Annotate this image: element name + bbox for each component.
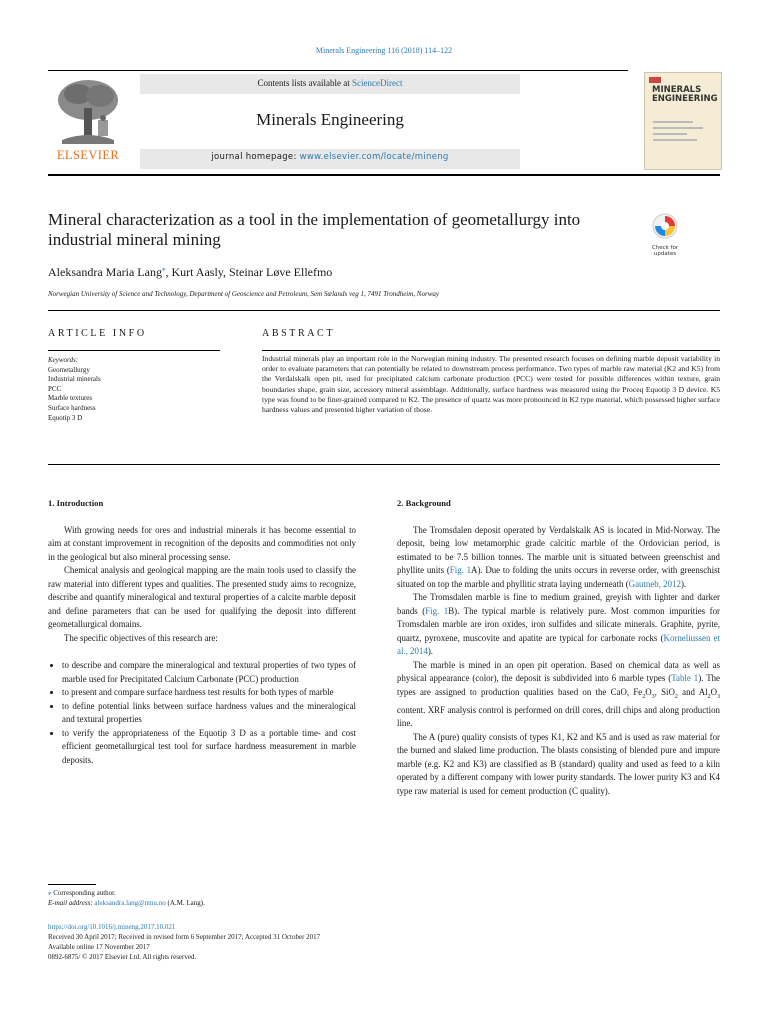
subscript: 3 xyxy=(651,693,655,700)
rule-under-info-heading xyxy=(48,350,220,351)
subscript: 2 xyxy=(674,693,678,700)
header-rule-top xyxy=(48,70,628,71)
paragraph: The A (pure) quality consists of types K1, K2 and K5 and is used as raw material for the burned and slaked lime production. The blasts consisting of blended pure and impure marble (e.g. K2 and K3) are classified as B (standard) quality and used as feed to a kiln operated by a different company with lower purity standards. The lower purity K3 and K4 type raw material is used for cement production (C quality). xyxy=(397,731,720,796)
text-run: Corresponding author. xyxy=(51,889,116,897)
paragraph xyxy=(397,524,720,592)
homepage-line xyxy=(140,152,520,162)
contents-line xyxy=(140,78,520,88)
citation-link[interactable]: Gautneb, 2012 xyxy=(628,578,681,589)
text-run: O xyxy=(645,686,652,697)
author-list xyxy=(48,265,332,280)
text-run: content. XRF analysis control is performed on drill cores, drill chips and along production line. xyxy=(397,704,720,729)
email-link[interactable]: aleksandra.lang@ntnu.no xyxy=(94,899,166,907)
text-run: The Tromsdalen deposit operated by Verdalskalk AS is located in Mid-Norway. The deposit, being low metamorphic grade calcitic marble of the Ordovician period, is estimated to be 7.5 billion tonnes. The marble unit is situated between greenschist and phyllite units ( xyxy=(397,524,720,575)
available-online: Available online 17 November 2017 xyxy=(48,943,150,951)
contents-prefix: Contents lists available at xyxy=(257,78,352,88)
homepage-prefix: journal homepage: xyxy=(211,152,300,162)
affiliation: Norwegian University of Science and Technology, Department of Geoscience and Petroleum, Sem Sælands veg 1, 7491 Trondheim, Norway xyxy=(48,290,439,298)
list-item: • to present and compare surface hardness test results for both types of marble xyxy=(62,686,356,700)
paragraph xyxy=(397,659,720,731)
copyright: 0892-6875/ © 2017 Elsevier Ltd. All rights reserved. xyxy=(48,953,197,961)
header-rule-bottom xyxy=(48,174,720,176)
text-run: The marble is mined in an open pit operation. Based on chemical data as well as physical appearance (color), the deposit is subdivided into 6 marble types ( xyxy=(397,659,720,683)
text-run: ). xyxy=(680,578,687,589)
subscript: 3 xyxy=(717,693,721,700)
right-column xyxy=(397,497,720,798)
journal-title: Minerals Engineering xyxy=(256,110,404,129)
objectives-list xyxy=(48,659,356,767)
other-authors: , Kurt Aasly, Steinar Løve Ellefmo xyxy=(165,265,333,279)
subscript: 2 xyxy=(642,693,646,700)
received-dates: Received 30 April 2017; Received in revised form 6 September 2017; Accepted 31 October 2017 xyxy=(48,933,321,941)
text-run: The Tromsdalen marble is fine to medium grained, greyish with lighter and darker bands ( xyxy=(397,592,720,616)
text-run: (A.M. Lang). xyxy=(165,899,205,907)
article-info-heading: ARTICLE INFO xyxy=(48,328,147,339)
keyword-item: Geometallurgy xyxy=(48,365,90,374)
keywords-label: Keywords: xyxy=(48,356,79,364)
abstract-text: Industrial minerals play an important role in the Norwegian mining industry. The presented research focuses on defining marble deposit variability in order to evaluate parameters that can potentially be related to downstream process performance. Two types of marble raw material (K2 and K5) from the Verdalskalk open pit, used for precipitated calcium carbonate production (PCC) were tested for possible differences within texture, grain boundaries shape, grain size, accessory mineral assemblage. Additionally, surface hardness was measured using the Proceq Equotip 3 D device. K5 type was found to be finer-grained compared to K2. The presence of quartz was more pronounced in K2 type material, which possessed higher surface hardness values and presented higher variation of those. xyxy=(262,354,720,415)
homepage-link[interactable]: www.elsevier.com/locate/mineng xyxy=(299,152,449,162)
paragraph xyxy=(397,591,720,659)
rule-under-abstract-heading xyxy=(262,350,720,351)
paragraph: Chemical analysis and geological mapping are the main tools used to classify the raw material into different types and qualities. The presented study aims to recognize, describe and quantify mineralogical and textural properties of a calcite marble deposit and define parameters that can be used for qualifying the deposit into different geometallurgical domains. xyxy=(48,565,356,629)
journal-reference[interactable]: Minerals Engineering 116 (2018) 114–122 xyxy=(315,46,453,55)
table1-link[interactable]: Table 1 xyxy=(671,673,699,683)
fig1-link[interactable]: Fig. 1 xyxy=(425,605,449,616)
cover-title: MINERALS ENGINEERING xyxy=(652,85,718,104)
footnote xyxy=(48,888,205,908)
text-run: O xyxy=(710,686,718,697)
first-author[interactable]: Aleksandra Maria Lang xyxy=(48,265,162,279)
corresponding-author-note xyxy=(48,888,205,898)
paragraph: The specific objectives of this research are: xyxy=(64,632,218,643)
keywords-block xyxy=(48,356,220,423)
citation-link[interactable]: Korneliussen et al., 2014 xyxy=(397,632,720,656)
article-title: Mineral characterization as a tool in the implementation of geometallurgy into industrial mineral mining xyxy=(48,210,581,249)
section-heading-background: 2. Background xyxy=(397,498,451,508)
keyword-item: Industrial minerals xyxy=(48,375,101,384)
keyword-item: PCC xyxy=(48,384,62,393)
keyword-item: Marble textures xyxy=(48,394,93,403)
list-item: • to describe and compare the mineralogical and textural properties of two types of marble used for Precipitated Calcium Carbonate (PCC) production xyxy=(62,659,356,686)
subscript: 2 xyxy=(707,693,711,700)
doi-link[interactable]: https://doi.org/10.1016/j.mineng.2017.10.021 xyxy=(48,923,176,931)
check-updates-icon xyxy=(651,212,679,240)
check-for-updates-button[interactable] xyxy=(648,212,682,257)
keyword-item: Equotip 3 D xyxy=(48,413,83,422)
corresponding-author-mark[interactable]: ⁎ xyxy=(161,265,166,273)
footnote-mark: ⁎ xyxy=(48,889,52,897)
abstract-heading: ABSTRACT xyxy=(262,328,336,339)
paragraph: With growing needs for ores and industrial minerals it has become essential to aim at constant improvement in recognition of the deposits and commodities not only in the geological but also mineral processing sense. xyxy=(48,524,356,562)
list-item: • to verify the appropriateness of the Equotip 3 D as a portable time- and cost efficient geometallurgical test tool for surface hardness measurement in marble deposits. xyxy=(62,727,356,768)
left-column xyxy=(48,497,356,767)
footnote-rule xyxy=(48,884,96,885)
text-run: A). Due to folding the units occurs in reverse order, with greenschist situated on top the marble and phyllitic strata laying underneath ( xyxy=(397,565,720,589)
text-run: , SiO xyxy=(654,686,675,697)
rule-below-abstract xyxy=(48,464,720,465)
email-line xyxy=(48,898,205,908)
email-label: E-mail address: xyxy=(48,899,95,907)
text-run: B). The typical marble is relatively pure. Most common impurities for Tromsdalen marble are iron oxides, iron sulfides and silicate minerals. Graphite, pyrite, quartz, pyroxene, muscovite and apatite are typical for carbonate rocks ( xyxy=(397,605,720,643)
text-run: ). The types are assigned to production qualities based on the CaO, Fe xyxy=(397,673,720,697)
fig1-link[interactable]: Fig. 1 xyxy=(449,565,472,575)
article-metadata xyxy=(48,922,320,962)
section-heading-introduction: 1. Introduction xyxy=(48,498,104,508)
keyword-item: Surface hardness xyxy=(48,403,96,412)
sciencedirect-link[interactable]: ScienceDirect xyxy=(352,78,403,88)
text-run: and Al xyxy=(677,686,708,697)
elsevier-wordmark: ELSEVIER xyxy=(56,148,120,162)
rule-above-info xyxy=(48,310,720,311)
list-item: • to define potential links between surface hardness values and the mineralogical and textural properties xyxy=(62,700,356,727)
text-run: ). xyxy=(427,646,433,656)
check-updates-label: Check for updates xyxy=(651,245,679,257)
